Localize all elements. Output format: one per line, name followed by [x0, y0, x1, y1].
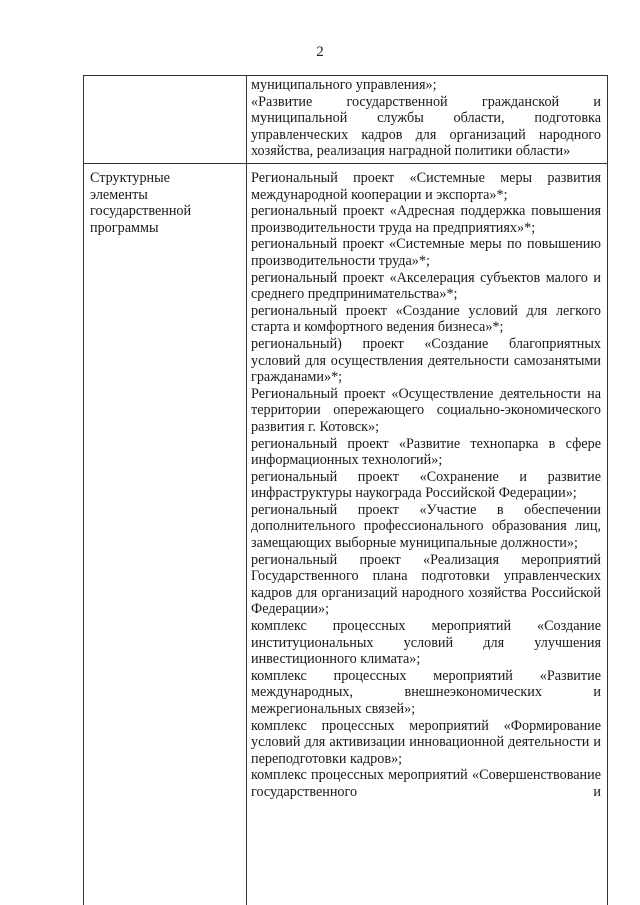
element-item: региональный проект «Развитие технопарка в сфере информационных технологий»;: [251, 435, 601, 469]
section-label-line: элементы: [90, 186, 148, 203]
element-item: региональный проект «Создание условий для легкого старта и комфортного ведения бизнеса»*;: [251, 302, 601, 336]
element-item: региональный проект «Адресная поддержка повышения производительности труда на предприятиях»*;: [251, 203, 601, 236]
element-item: комплекс процессных мероприятий «Создание институциональных условий для улучшения инвестиционного климата»;: [251, 618, 601, 668]
continued-value-cell: [247, 76, 608, 164]
element-item: региональный проект «Участие в обеспечении дополнительного профессионального образования лиц, замещающих выборные муниципальные должности»;: [251, 501, 601, 552]
section-label-line: государственной: [90, 203, 192, 220]
continued-text-line: муниципального управления»;: [251, 77, 437, 93]
continued-text-subprogram: «Развитие государственной гражданской и муниципальной службы области, подготовка управленческих кадров для организаций народного хозяйства, реализация наградной политики области»: [251, 93, 601, 160]
element-item: комплекс процессных мероприятий «Совершенствование государственного и: [251, 767, 601, 800]
element-item: региональный) проект «Создание благоприятных условий для осуществления деятельности самозанятыми гражданами»*;: [251, 335, 601, 386]
element-item: комплекс процессных мероприятий «Развитие международных, внешнеэкономических и межрегиональных связей»;: [251, 667, 601, 717]
program-passport-table: [83, 75, 608, 905]
continued-label-cell: [84, 76, 247, 164]
section-label-line: Структурные: [90, 170, 170, 186]
element-item: комплекс процессных мероприятий «Формирование условий для активизации инновационной деятельности и переподготовки кадров»;: [251, 717, 601, 767]
section-label-line: программы: [90, 219, 159, 236]
element-item: Региональный проект «Системные меры развития международной кооперации и экспорта»*;: [251, 170, 601, 203]
element-item: региональный проект «Сохранение и развитие инфраструктуры наукограда Российской Федерации»;: [251, 468, 601, 502]
element-item: региональный проект «Акселерация субъектов малого и среднего предпринимательства»*;: [251, 269, 601, 303]
element-item: региональный проект «Реализация мероприятий Государственного плана подготовки управленческих кадров для организаций народного хозяйства Российской Федерации»;: [251, 551, 601, 618]
table-row-continued: [84, 76, 608, 164]
section-label-cell: [84, 164, 247, 905]
table-row-structural-elements: [84, 164, 608, 905]
elements-list-cell: [247, 164, 608, 905]
page-number: 2: [316, 44, 324, 60]
element-item: Региональный проект «Осуществление деятельности на территории опережающего социально-экономического развития г. Котовск»;: [251, 385, 601, 435]
element-item: региональный проект «Системные меры по повышению производительности труда»*;: [251, 236, 601, 269]
